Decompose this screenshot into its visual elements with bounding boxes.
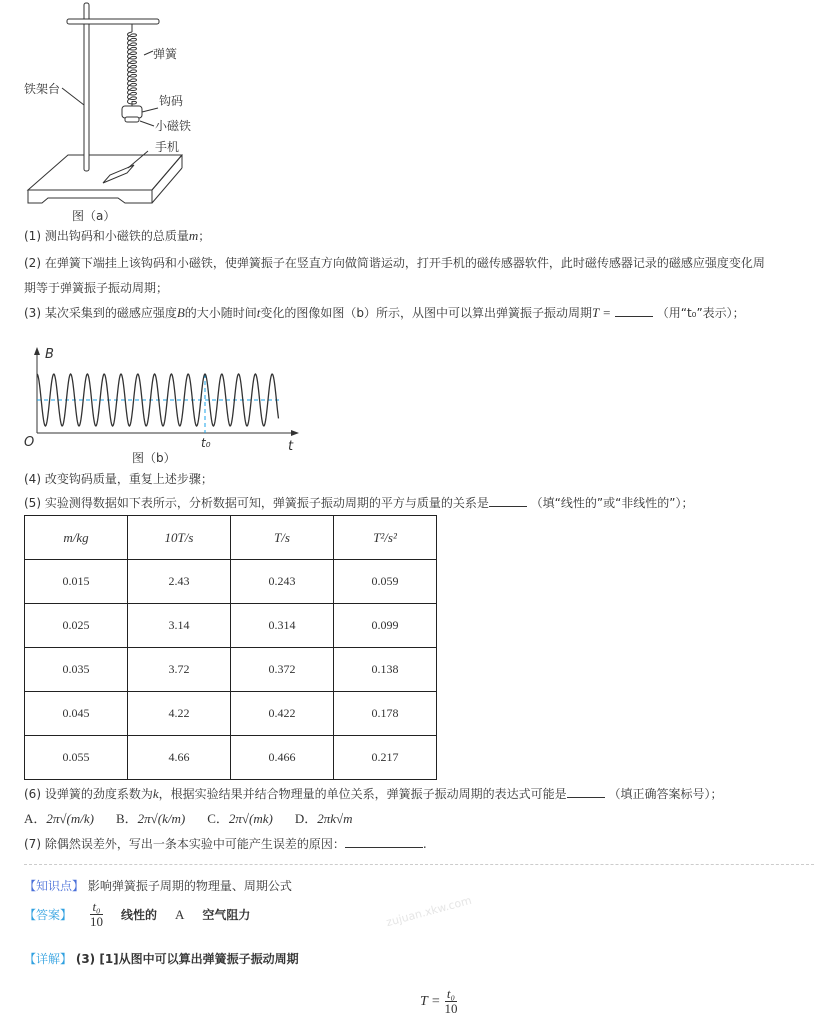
table-cell: 0.055 bbox=[25, 736, 128, 780]
table-cell: 0.422 bbox=[231, 692, 334, 736]
y-axis-label: B bbox=[45, 347, 54, 362]
table-cell: 4.66 bbox=[128, 736, 231, 780]
table-cell: 0.243 bbox=[231, 560, 334, 604]
figure-a-caption: 图（a） bbox=[72, 209, 116, 223]
var-T: T = bbox=[592, 305, 612, 320]
step-3-mid: 的大小随时间 bbox=[184, 306, 257, 320]
table-cell: 0.025 bbox=[25, 604, 128, 648]
fraction-denominator: 10 bbox=[90, 914, 104, 929]
figure-b-graph bbox=[20, 340, 310, 465]
knowledge-label: 【知识点】 bbox=[24, 879, 85, 893]
step-1-end: ； bbox=[198, 229, 211, 243]
step-7-text: (7) 除偶然误差外，写出一条本实验中可能产生误差的原因： bbox=[24, 837, 345, 851]
answer-fraction bbox=[90, 900, 103, 929]
var-m: m bbox=[188, 228, 199, 243]
header-cell: T²/s² bbox=[334, 516, 437, 560]
figure-b-caption: 图（b） bbox=[132, 451, 176, 465]
formula-period bbox=[420, 987, 457, 1016]
table-cell: 0.015 bbox=[25, 560, 128, 604]
table-header-row bbox=[25, 516, 437, 560]
answer-row bbox=[24, 900, 250, 929]
header-cell: T/s bbox=[231, 516, 334, 560]
formula-fraction bbox=[444, 987, 457, 1016]
watermark: zujuan.xkw.com bbox=[384, 893, 474, 930]
data-table bbox=[24, 515, 437, 780]
label-magnet: 小磁铁 bbox=[155, 119, 192, 133]
table-cell: 3.14 bbox=[128, 604, 231, 648]
table-cell: 0.138 bbox=[334, 648, 437, 692]
step-3-end: （用“t₀”表示）； bbox=[656, 306, 745, 320]
option-b bbox=[116, 808, 185, 827]
step-5 bbox=[24, 494, 694, 511]
header-cell: 10T/s bbox=[128, 516, 231, 560]
table-cell: 0.466 bbox=[231, 736, 334, 780]
option-letter: A． bbox=[24, 811, 47, 826]
fraction-numerator: t₀ bbox=[446, 986, 456, 1001]
option-a bbox=[24, 808, 94, 827]
detail-text: (3) [1]从图中可以算出弹簧振子振动周期 bbox=[75, 952, 299, 966]
answer-4: 空气阻力 bbox=[202, 908, 251, 922]
step-5-text: (5) 实验测得数据如下表所示，分析数据可知，弹簧振子振动周期的平方与质量的关系是 bbox=[24, 496, 489, 510]
option-d bbox=[295, 808, 353, 827]
table-row bbox=[25, 692, 437, 736]
table-cell: 0.059 bbox=[334, 560, 437, 604]
figure-a-apparatus bbox=[0, 0, 240, 225]
step-5-end: （填“线性的”或“非线性的”）； bbox=[530, 496, 694, 510]
step-6-text: (6) 设弹簧的劲度系数为 bbox=[24, 787, 153, 801]
table-cell: 0.178 bbox=[334, 692, 437, 736]
step-4: (4) 改变钩码质量，重复上述步骤； bbox=[24, 472, 213, 486]
table-row bbox=[25, 736, 437, 780]
label-stand: 铁架台 bbox=[24, 82, 61, 96]
option-c bbox=[207, 808, 273, 827]
table-cell: 3.72 bbox=[128, 648, 231, 692]
label-hook-weight: 钩码 bbox=[159, 94, 184, 108]
step-6 bbox=[24, 785, 722, 802]
option-expr: 2π√(k/m) bbox=[137, 811, 186, 826]
option-letter: C． bbox=[207, 811, 229, 826]
table-cell: 0.045 bbox=[25, 692, 128, 736]
step-7-end: . bbox=[422, 837, 427, 851]
table-cell: 4.22 bbox=[128, 692, 231, 736]
table-cell: 2.43 bbox=[128, 560, 231, 604]
table-row bbox=[25, 604, 437, 648]
t0-label: t₀ bbox=[201, 436, 211, 450]
divider bbox=[24, 864, 814, 865]
knowledge-text: 影响弹簧振子周期的物理量、周期公式 bbox=[87, 879, 292, 893]
step-3-mid2: 变化的图像如图（b）所示，从图中可以算出弹簧振子振动周期 bbox=[260, 306, 593, 320]
x-axis-label: t bbox=[288, 439, 294, 454]
step-6-mid: ，根据实验结果并结合物理量的单位关系，弹簧振子振动周期的表达式可能是 bbox=[158, 787, 567, 801]
option-expr: 2π√(mk) bbox=[228, 811, 273, 826]
answer-blank-7[interactable] bbox=[345, 836, 423, 848]
option-expr: 2π√(m/k) bbox=[46, 811, 94, 826]
step-7 bbox=[24, 835, 427, 852]
var-t: t bbox=[256, 305, 261, 320]
answer-blank-3[interactable] bbox=[615, 305, 653, 317]
fraction-denominator: 10 bbox=[444, 1001, 458, 1016]
origin-label: O bbox=[24, 435, 35, 450]
table-cell: 0.372 bbox=[231, 648, 334, 692]
answer-blank-6[interactable] bbox=[567, 786, 605, 798]
table-cell: 0.035 bbox=[25, 648, 128, 692]
table-row bbox=[25, 648, 437, 692]
options-row bbox=[24, 808, 353, 827]
option-letter: B． bbox=[115, 811, 138, 826]
step-2-line1: (2) 在弹簧下端挂上该钩码和小磁铁，使弹簧振子在竖直方向做简谐运动，打开手机的磁传感器软件，此时磁传感器记录的磁感应强度变化周 bbox=[24, 256, 765, 270]
table-cell: 0.099 bbox=[334, 604, 437, 648]
answer-label: 【答案】 bbox=[24, 908, 73, 922]
detail-label: 【详解】 bbox=[24, 952, 73, 966]
answer-blank-5[interactable] bbox=[489, 495, 527, 507]
formula-lhs: T = bbox=[420, 993, 441, 1009]
table-cell: 0.314 bbox=[231, 604, 334, 648]
answer-3: A bbox=[175, 906, 185, 922]
table-cell: 0.217 bbox=[334, 736, 437, 780]
fraction-numerator: t₀ bbox=[92, 899, 101, 914]
answer-2: 线性的 bbox=[121, 908, 158, 922]
option-expr: 2πk√m bbox=[317, 811, 353, 826]
label-phone: 手机 bbox=[155, 140, 180, 154]
detail-row bbox=[24, 950, 299, 967]
knowledge-point bbox=[24, 877, 292, 894]
table-row bbox=[25, 560, 437, 604]
step-1 bbox=[24, 227, 210, 244]
label-spring: 弹簧 bbox=[153, 47, 178, 61]
option-letter: D． bbox=[294, 811, 318, 826]
var-k: k bbox=[152, 786, 159, 801]
var-b: B bbox=[176, 305, 185, 320]
step-6-end: （填正确答案标号）； bbox=[608, 787, 723, 801]
step-3-text: (3) 某次采集到的磁感应强度 bbox=[24, 306, 177, 320]
header-cell: m/kg bbox=[25, 516, 128, 560]
step-2-line2: 期等于弹簧振子振动周期； bbox=[24, 281, 169, 295]
step-1-text: (1) 测出钩码和小磁铁的总质量 bbox=[24, 229, 189, 243]
step-3 bbox=[24, 304, 745, 321]
